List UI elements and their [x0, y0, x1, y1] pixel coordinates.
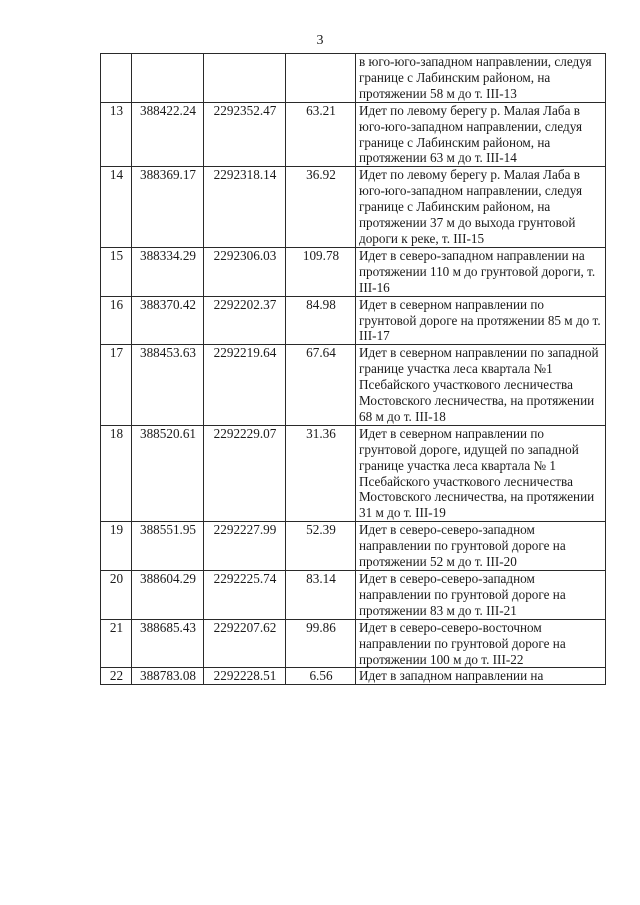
table-row — [101, 54, 606, 103]
point-number: 22 — [101, 668, 132, 685]
coordinate-x — [132, 54, 204, 103]
coordinate-y: 2292219.64 — [204, 345, 286, 426]
coordinate-x: 388520.61 — [132, 425, 204, 521]
coordinate-x: 388334.29 — [132, 247, 204, 296]
table-row — [101, 167, 606, 248]
table-row — [101, 668, 606, 685]
coordinate-x: 388422.24 — [132, 102, 204, 167]
segment-length: 63.21 — [286, 102, 356, 167]
coordinate-x: 388604.29 — [132, 571, 204, 620]
table-row — [101, 619, 606, 668]
segment-length — [286, 54, 356, 103]
segment-length: 67.64 — [286, 345, 356, 426]
segment-length: 83.14 — [286, 571, 356, 620]
point-number: 16 — [101, 296, 132, 345]
boundary-description: Идет в западном направлении на — [356, 668, 606, 685]
table-row — [101, 571, 606, 620]
coordinate-y: 2292229.07 — [204, 425, 286, 521]
boundary-description: Идет по левому берегу р. Малая Лаба в юго-юго-западном направлении, следуя границе с Лабинским районом, на протяжении 37 м до выхода грунтовой дороги к реке, т. III-15 — [356, 167, 606, 248]
table-row — [101, 247, 606, 296]
boundary-description: Идет в северном направлении по западной границе участка леса квартала №1 Псебайского участкового лесничества Мостовского лесничества, на протяжении 68 м до т. III-18 — [356, 345, 606, 426]
coordinate-y — [204, 54, 286, 103]
boundary-description: Идет в северо-северо-западном направлении по грунтовой дороге на протяжении 83 м до т. III-21 — [356, 571, 606, 620]
segment-length: 84.98 — [286, 296, 356, 345]
point-number: 21 — [101, 619, 132, 668]
point-number: 15 — [101, 247, 132, 296]
coordinate-y: 2292227.99 — [204, 522, 286, 571]
segment-length: 99.86 — [286, 619, 356, 668]
coordinate-y: 2292225.74 — [204, 571, 286, 620]
coordinate-y: 2292207.62 — [204, 619, 286, 668]
boundary-description: Идет в северо-северо-восточном направлении по грунтовой дороге на протяжении 100 м до т. III-22 — [356, 619, 606, 668]
page-number: 3 — [316, 33, 324, 48]
point-number — [101, 54, 132, 103]
coordinate-x: 388453.63 — [132, 345, 204, 426]
point-number: 17 — [101, 345, 132, 426]
coordinate-y: 2292306.03 — [204, 247, 286, 296]
table-row — [101, 296, 606, 345]
coordinate-x: 388783.08 — [132, 668, 204, 685]
coordinate-y: 2292228.51 — [204, 668, 286, 685]
point-number: 13 — [101, 102, 132, 167]
table-row — [101, 522, 606, 571]
boundary-description: Идет по левому берегу р. Малая Лаба в юго-юго-западном направлении, следуя границе с Лабинским районом, на протяжении 63 м до т. III-14 — [356, 102, 606, 167]
segment-length: 36.92 — [286, 167, 356, 248]
coordinate-y: 2292352.47 — [204, 102, 286, 167]
segment-length: 109.78 — [286, 247, 356, 296]
boundary-description: в юго-юго-западном направлении, следуя границе с Лабинским районом, на протяжении 58 м до т. III-13 — [356, 54, 606, 103]
point-number: 18 — [101, 425, 132, 521]
coordinate-y: 2292202.37 — [204, 296, 286, 345]
coordinate-x: 388370.42 — [132, 296, 204, 345]
table-row — [101, 425, 606, 521]
boundary-points-table — [100, 53, 606, 685]
boundary-description: Идет в северо-западном направлении на протяжении 110 м до грунтовой дороги, т. III-16 — [356, 247, 606, 296]
coordinate-y: 2292318.14 — [204, 167, 286, 248]
table-row — [101, 102, 606, 167]
table-row — [101, 345, 606, 426]
boundary-description: Идет в северном направлении по грунтовой дороге на протяжении 85 м до т. III-17 — [356, 296, 606, 345]
boundary-description: Идет в северном направлении по грунтовой дороге, идущей по западной границе участка леса квартала № 1 Псебайского участкового лесничества Мостовского лесничества, на протяжении 31 м до т. III-19 — [356, 425, 606, 521]
boundary-description: Идет в северо-северо-западном направлении по грунтовой дороге на протяжении 52 м до т. III-20 — [356, 522, 606, 571]
coordinate-x: 388369.17 — [132, 167, 204, 248]
segment-length: 6.56 — [286, 668, 356, 685]
point-number: 19 — [101, 522, 132, 571]
segment-length: 52.39 — [286, 522, 356, 571]
coordinate-x: 388685.43 — [132, 619, 204, 668]
point-number: 14 — [101, 167, 132, 248]
coordinate-x: 388551.95 — [132, 522, 204, 571]
segment-length: 31.36 — [286, 425, 356, 521]
point-number: 20 — [101, 571, 132, 620]
